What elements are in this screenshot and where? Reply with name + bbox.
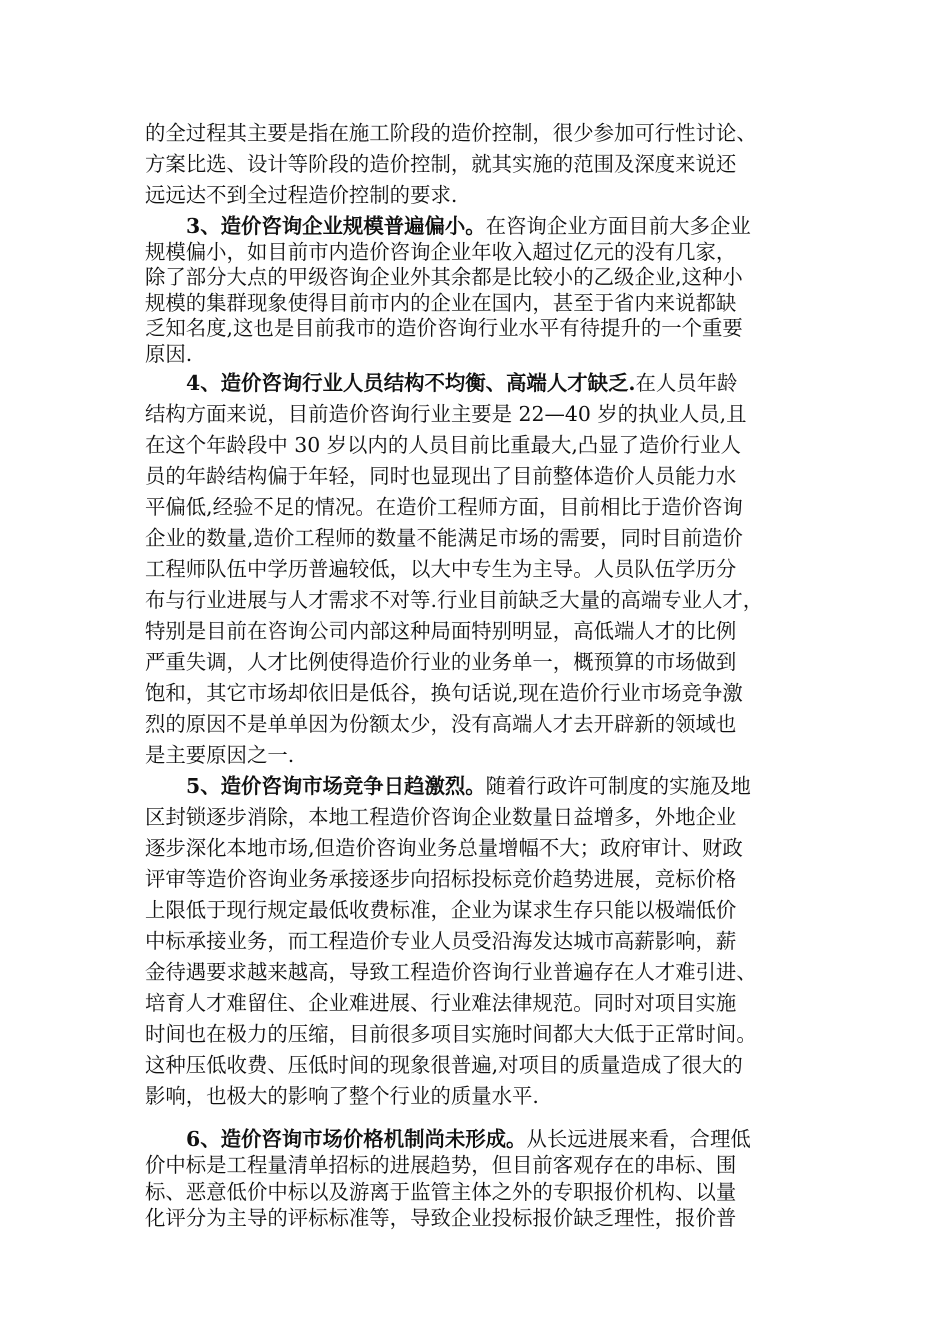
text-line: 中标承接业务，而工程造价专业人员受沿海发达城市高薪影响，薪 [145, 928, 737, 953]
text-line: 培育人才难留住、企业难进展、行业难法律规范。同时对项目实施 [145, 990, 737, 1015]
section-heading-6: 6、造价咨询市场价格机制尚未形成。 [186, 1126, 527, 1151]
text-line: 布与行业进展与人才需求不对等.行业目前缺乏大量的高端专业人才， [145, 587, 764, 612]
text-line: 时间也在极力的压缩，目前很多项目实施时间都大大低于正常时间。 [145, 1021, 757, 1046]
text-line [145, 1126, 817, 1153]
text-line [145, 214, 817, 240]
text-line: 员的年龄结构偏于年轻，同时也显现出了目前整体造价人员能力水 [145, 463, 737, 488]
text-line: 逐步深化本地市场,但造价咨询业务总量增幅不大；政府审计、财政 [145, 835, 743, 860]
text-fragment: 从长远进展来看，合理低 [526, 1126, 751, 1151]
text-line: 这种压低收费、压低时间的现象很普遍,对项目的质量造成了很大的 [145, 1052, 743, 1077]
text-line: 上限低于现行规定最低收费标准，企业为谋求生存只能以极端低价 [145, 897, 737, 922]
text-line [145, 771, 817, 802]
paragraph-5 [145, 771, 817, 1112]
text-line: 区封锁逐步消除，本地工程造价咨询企业数量日益增多，外地企业 [145, 804, 737, 829]
text-line: 饱和，其它市场却依旧是低谷，换句话说,现在造价行业市场竞争激 [145, 680, 743, 705]
text-line: 严重失调，人才比例使得造价行业的业务单一，概预算的市场做到 [145, 649, 737, 674]
text-line: 企业的数量,造价工程师的数量不能满足市场的需要，同时目前造价 [145, 525, 743, 550]
text-fragment: 在咨询企业方面目前大多企业 [485, 214, 751, 238]
text-line: 在这个年龄段中 30 岁以内的人员目前比重最大,凸显了造价行业人 [145, 432, 741, 457]
text-line: 规模的集群现象使得目前市内的企业在国内，甚至于省内来说都缺 [145, 290, 737, 315]
text-line: 价中标是工程量清单招标的进展趋势，但目前客观存在的串标、围 [145, 1153, 737, 1178]
text-line: 结构方面来说，目前造价咨询行业主要是 22—40 岁的执业人员,且 [145, 401, 747, 426]
section-heading-5: 5、造价咨询市场竞争日趋激烈。 [186, 773, 486, 798]
text-line: 平偏低,经验不足的情况。在造价工程师方面，目前相比于造价咨询 [145, 494, 743, 519]
text-line: 是主要原因之一. [145, 742, 295, 767]
text-line: 规模偏小，如目前市内造价咨询企业年收入超过亿元的没有几家， [145, 239, 737, 264]
paragraph-continuation [145, 118, 817, 211]
paragraph-3 [145, 214, 817, 368]
text-line [145, 368, 817, 399]
text-line: 烈的原因不是单单因为份额太少，没有高端人才去开辟新的领域也 [145, 711, 737, 736]
text-line: 金待遇要求越来越高，导致工程造价咨询行业普遍存在人才难引进、 [145, 959, 757, 984]
text-line: 评审等造价咨询业务承接逐步向招标投标竞价趋势进展，竞标价格 [145, 866, 737, 891]
section-heading-3: 3、造价咨询企业规模普遍偏小。 [186, 214, 486, 238]
text-line: 的全过程其主要是指在施工阶段的造价控制，很少参加可行性讨论、 [145, 121, 757, 145]
paragraph-6 [145, 1126, 817, 1232]
paragraph-4 [145, 368, 817, 771]
text-line: 原因. [145, 341, 193, 366]
text-line: 工程师队伍中学历普遍较低，以大中专生为主导。人员队伍学历分 [145, 556, 737, 581]
text-line: 乏知名度,这也是目前我市的造价咨询行业水平有待提升的一个重要 [145, 316, 743, 341]
text-line: 影响，也极大的影响了整个行业的质量水平. [145, 1083, 539, 1108]
section-heading-4: 4、造价咨询行业人员结构不均衡、高端人才缺乏. [186, 370, 636, 395]
document-page [145, 118, 817, 1232]
text-line: 方案比选、设计等阶段的造价控制，就其实施的范围及深度来说还 [145, 152, 737, 176]
text-line: 化评分为主导的评标标准等，导致企业投标报价缺乏理性，报价普 [145, 1206, 737, 1231]
text-line: 除了部分大点的甲级咨询企业外其余都是比较小的乙级企业,这种小 [145, 265, 743, 290]
text-line: 远远达不到全过程造价控制的要求. [145, 183, 458, 207]
text-fragment: 在人员年龄 [635, 370, 738, 395]
text-fragment: 随着行政许可制度的实施及地 [485, 773, 751, 798]
text-line: 特别是目前在咨询公司内部这种局面特别明显，高低端人才的比例 [145, 618, 737, 643]
text-line: 标、恶意低价中标以及游离于监管主体之外的专职报价机构、以量 [145, 1179, 737, 1204]
